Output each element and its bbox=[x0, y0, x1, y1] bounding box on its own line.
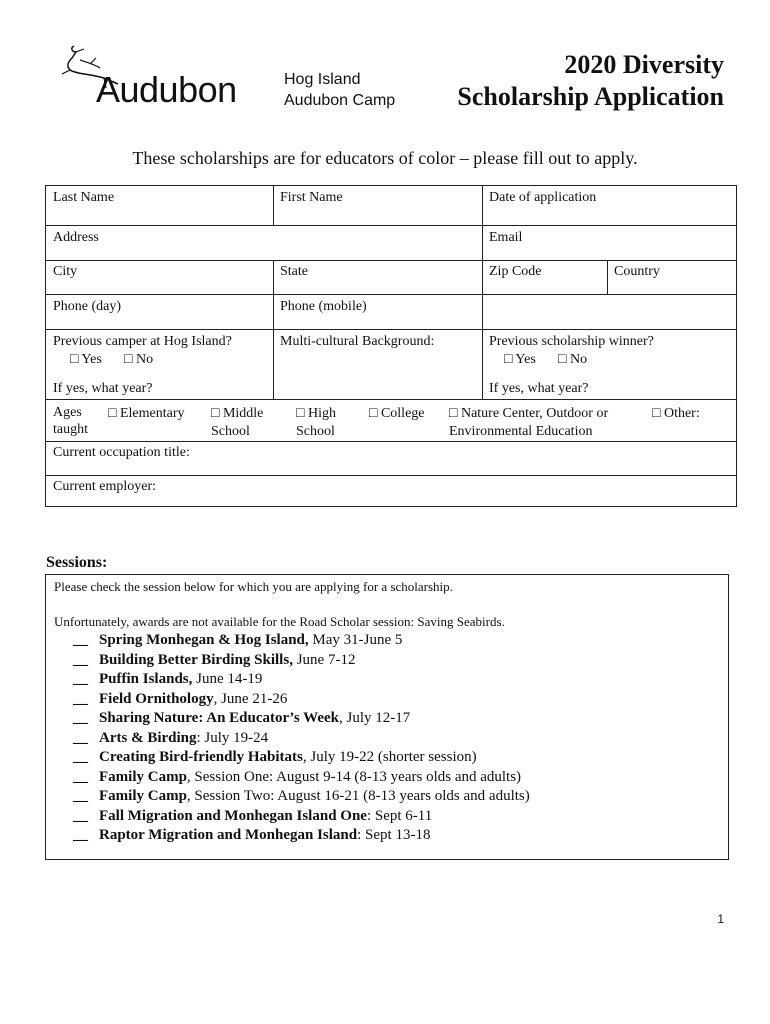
country-field[interactable]: Country bbox=[614, 264, 660, 279]
previous-winner-year-field[interactable]: If yes, what year? bbox=[489, 381, 589, 396]
session-name: Puffin Islands, bbox=[99, 671, 193, 687]
sessions-box bbox=[45, 574, 729, 860]
session-checkbox-blank[interactable]: __ bbox=[73, 632, 88, 648]
previous-camper-question: Previous camper at Hog Island? bbox=[53, 334, 232, 349]
occupation-title-field[interactable]: Current occupation title: bbox=[53, 445, 190, 460]
session-item-field-ornithology[interactable] bbox=[73, 690, 530, 710]
session-checkbox-blank[interactable]: __ bbox=[73, 768, 88, 785]
audubon-logo: Audubon bbox=[96, 69, 237, 110]
session-checkbox-blank[interactable]: __ bbox=[73, 710, 88, 726]
session-name: Raptor Migration and Monhegan Island bbox=[99, 827, 358, 843]
session-item-puffin-islands[interactable] bbox=[73, 670, 530, 690]
applicant-form bbox=[45, 185, 737, 507]
previous-camper-year-field[interactable]: If yes, what year? bbox=[53, 381, 153, 396]
city-field[interactable]: City bbox=[53, 264, 78, 279]
phone-mobile-field[interactable]: Phone (mobile) bbox=[280, 299, 367, 314]
elementary-checkbox[interactable]: □ Elementary bbox=[108, 406, 185, 421]
session-checkbox-blank[interactable]: __ bbox=[73, 749, 88, 765]
camp-name-line2: Audubon Camp bbox=[284, 92, 396, 109]
previous-winner-question: Previous scholarship winner? bbox=[489, 334, 654, 349]
current-employer-field[interactable]: Current employer: bbox=[53, 479, 157, 494]
session-name: Sharing Nature: An Educator’s Week bbox=[99, 710, 340, 726]
session-checkbox-blank[interactable]: __ bbox=[73, 788, 88, 804]
session-dates: June 14-19 bbox=[192, 671, 263, 687]
previous-camper-no-checkbox[interactable]: □ No bbox=[124, 352, 154, 367]
email-field[interactable]: Email bbox=[489, 230, 523, 245]
session-item-family-camp-one[interactable] bbox=[73, 768, 530, 788]
middle-school-checkbox[interactable]: □ Middle bbox=[211, 406, 264, 421]
session-dates: , July 12-17 bbox=[339, 710, 411, 726]
session-item-sharing-nature[interactable] bbox=[73, 709, 530, 729]
address-field[interactable]: Address bbox=[53, 230, 99, 245]
last-name-field[interactable]: Last Name bbox=[53, 190, 115, 205]
session-checkbox-blank[interactable]: __ bbox=[73, 729, 88, 746]
session-item-arts-birding[interactable] bbox=[73, 729, 530, 749]
middle-school-label: School bbox=[211, 424, 250, 439]
session-name: Family Camp bbox=[99, 788, 187, 804]
college-checkbox[interactable]: □ College bbox=[369, 406, 425, 421]
session-checkbox-blank[interactable]: __ bbox=[73, 651, 88, 668]
session-dates: , June 21-26 bbox=[213, 690, 288, 707]
phone-day-field[interactable]: Phone (day) bbox=[53, 299, 122, 314]
session-dates: , July 19-22 (shorter session) bbox=[302, 749, 477, 765]
high-school-checkbox[interactable]: □ High bbox=[296, 406, 336, 421]
session-checkbox-blank[interactable]: __ bbox=[73, 827, 88, 843]
session-dates: June 7-12 bbox=[292, 651, 356, 668]
previous-winner-no-checkbox[interactable]: □ No bbox=[558, 352, 588, 367]
other-checkbox[interactable]: □ Other: bbox=[652, 406, 700, 421]
session-name: Arts & Birding bbox=[99, 729, 197, 746]
previous-camper-yes-checkbox[interactable]: □ Yes bbox=[70, 352, 102, 367]
date-of-application-field[interactable]: Date of application bbox=[489, 190, 597, 205]
session-dates: : Sept 6-11 bbox=[366, 807, 433, 824]
nature-center-checkbox[interactable]: □ Nature Center, Outdoor or bbox=[449, 406, 609, 421]
zip-code-field[interactable]: Zip Code bbox=[489, 264, 542, 279]
sessions-instruction: Please check the session below for which you are applying for a scholarship. bbox=[54, 579, 453, 594]
sessions-exclusion-note: Unfortunately, awards are not available for the Road Scholar session: Saving Seabirds. bbox=[54, 614, 505, 629]
session-item-birding-skills[interactable] bbox=[73, 651, 530, 671]
previous-winner-yes-checkbox[interactable]: □ Yes bbox=[504, 352, 536, 367]
session-list bbox=[73, 631, 530, 846]
session-dates: , Session One: August 9-14 (8-13 years olds and adults) bbox=[186, 768, 522, 785]
session-checkbox-blank[interactable]: __ bbox=[73, 690, 88, 707]
camp-name-line1: Hog Island bbox=[284, 71, 361, 88]
document-title-line2: Scholarship Application bbox=[457, 82, 724, 111]
session-item-spring-monhegan[interactable] bbox=[73, 631, 530, 651]
session-item-raptor-migration[interactable] bbox=[73, 826, 530, 846]
page-number: 1 bbox=[717, 912, 724, 926]
nature-center-label: Environmental Education bbox=[449, 424, 593, 439]
session-name: Spring Monhegan & Hog Island, bbox=[99, 632, 309, 648]
high-school-label: School bbox=[296, 424, 335, 439]
intro-text: These scholarships are for educators of color – please fill out to apply. bbox=[132, 148, 638, 168]
multicultural-background-field[interactable]: Multi-cultural Background: bbox=[280, 334, 435, 349]
session-name: Family Camp bbox=[99, 768, 187, 785]
session-name: Field Ornithology bbox=[99, 690, 214, 707]
sessions-heading: Sessions: bbox=[46, 554, 108, 571]
state-field[interactable]: State bbox=[280, 264, 308, 279]
session-item-fall-migration[interactable] bbox=[73, 807, 530, 827]
document-title-line1: 2020 Diversity bbox=[564, 50, 724, 79]
ages-taught-label-line2: taught bbox=[53, 422, 88, 437]
session-dates: , Session Two: August 16-21 (8-13 years olds and adults) bbox=[186, 788, 530, 804]
session-dates: : July 19-24 bbox=[196, 729, 269, 746]
session-checkbox-blank[interactable]: __ bbox=[73, 671, 88, 687]
session-dates: : Sept 13-18 bbox=[357, 827, 431, 843]
session-name: Creating Bird-friendly Habitats bbox=[99, 749, 303, 765]
session-item-family-camp-two[interactable] bbox=[73, 787, 530, 807]
session-name: Fall Migration and Monhegan Island One bbox=[99, 807, 367, 824]
ages-taught-label-line1: Ages bbox=[53, 405, 82, 420]
session-checkbox-blank[interactable]: __ bbox=[73, 807, 88, 824]
session-name: Building Better Birding Skills, bbox=[99, 651, 293, 668]
session-item-bird-friendly-habitats[interactable] bbox=[73, 748, 530, 768]
first-name-field[interactable]: First Name bbox=[280, 190, 343, 205]
session-dates: May 31-June 5 bbox=[308, 632, 403, 648]
